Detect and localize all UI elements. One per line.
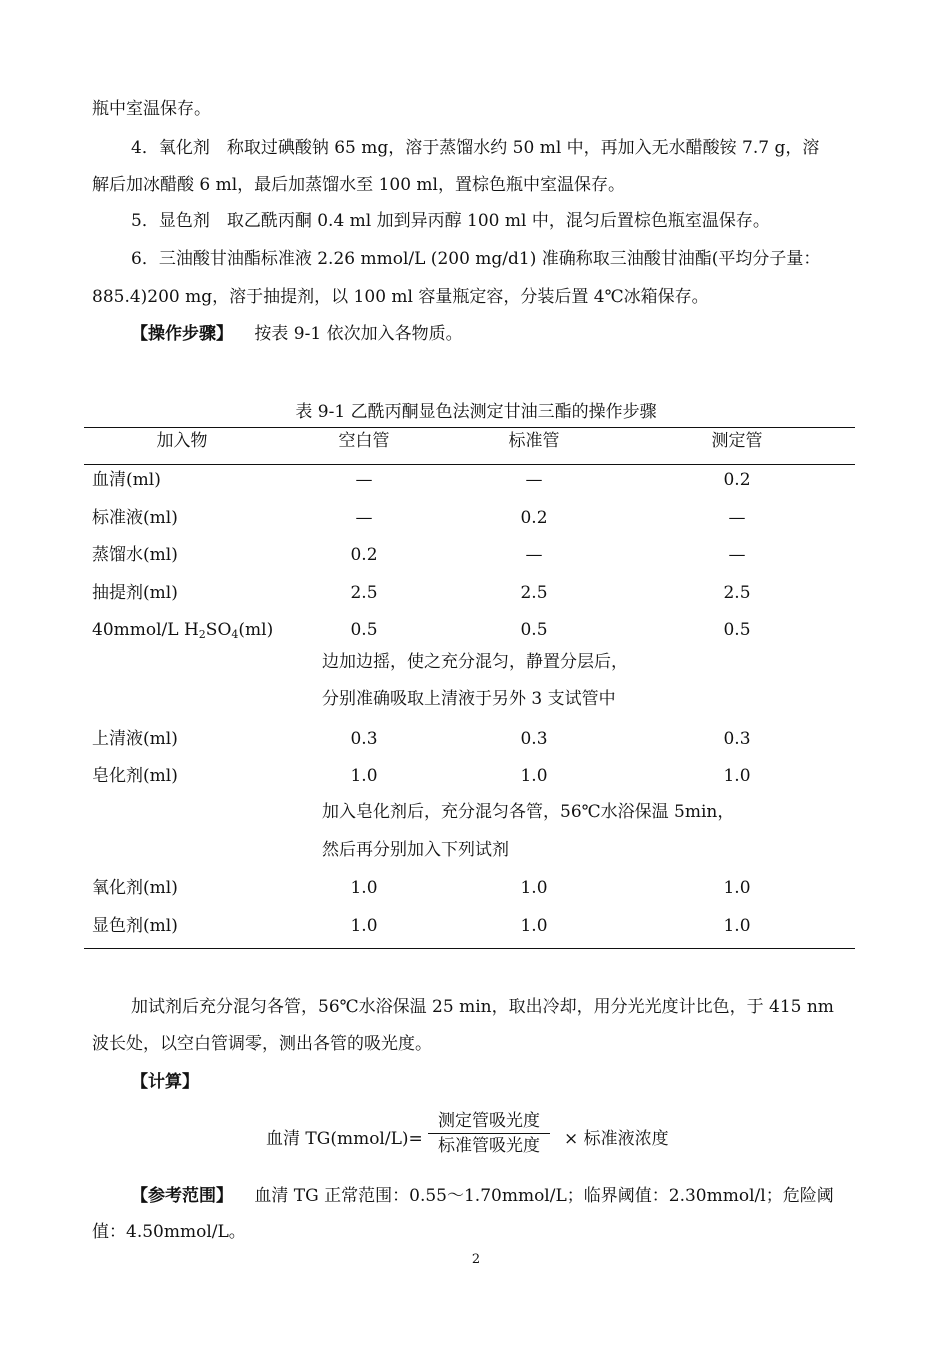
table-cell: — bbox=[728, 508, 746, 528]
table-cell: 上清液(ml) bbox=[92, 729, 178, 749]
table-cell: 1.0 bbox=[723, 916, 751, 936]
paragraph-line: 解后加冰醋酸 6 ml，最后加蒸馏水至 100 ml，置棕色瓶中室温保存。 bbox=[92, 175, 625, 195]
table-top-rule bbox=[84, 427, 855, 428]
acid-label-unit: (ml) bbox=[238, 620, 274, 640]
table-cell: — bbox=[728, 545, 746, 565]
acid-label-mid: SO bbox=[205, 620, 232, 640]
table-cell: 2.5 bbox=[520, 583, 548, 603]
table-cell: 2.5 bbox=[723, 583, 751, 603]
table-cell: 1.0 bbox=[350, 766, 378, 786]
table-cell: — bbox=[525, 545, 543, 565]
table-cell: 抽提剂(ml) bbox=[92, 583, 178, 603]
formula-tail: × 标准液浓度 bbox=[564, 1129, 669, 1149]
table-header-cell: 空白管 bbox=[338, 431, 390, 451]
table-cell: 皂化剂(ml) bbox=[92, 766, 178, 786]
table-cell: 2.5 bbox=[350, 583, 378, 603]
subscript-4: 4 bbox=[231, 628, 239, 641]
table-cell: 0.3 bbox=[723, 729, 751, 749]
page-number: 2 bbox=[471, 1252, 481, 1267]
table-header-cell: 标准管 bbox=[508, 431, 560, 451]
table-cell: 1.0 bbox=[350, 878, 378, 898]
table-cell: 0.2 bbox=[520, 508, 548, 528]
table-cell: 0.5 bbox=[350, 620, 378, 640]
paragraph-line: 瓶中室温保存。 bbox=[92, 99, 211, 119]
paragraph-line: 波长处，以空白管调零，测出各管的吸光度。 bbox=[92, 1034, 432, 1054]
table-cell: 1.0 bbox=[723, 766, 751, 786]
fraction-bar bbox=[428, 1133, 550, 1134]
paragraph-line: 5．显色剂 取乙酰丙酮 0.4 ml 加到异丙醇 100 ml 中，混匀后置棕色瓶室温保存。 bbox=[131, 211, 770, 231]
table-bottom-rule bbox=[84, 948, 855, 949]
table-cell: 0.5 bbox=[520, 620, 548, 640]
acid-label-prefix: 40mmol/L H bbox=[92, 620, 199, 640]
steps-paragraph bbox=[131, 323, 463, 345]
table-cell: 0.2 bbox=[350, 545, 378, 565]
formula-fraction bbox=[428, 1110, 550, 1157]
table-cell: 显色剂(ml) bbox=[92, 916, 178, 936]
table-header-cell: 测定管 bbox=[711, 431, 763, 451]
table-cell: — bbox=[355, 508, 373, 528]
table-cell: 氧化剂(ml) bbox=[92, 878, 178, 898]
table-cell: 0.5 bbox=[723, 620, 751, 640]
reference-paragraph bbox=[131, 1185, 834, 1207]
table-cell: 标准液(ml) bbox=[92, 508, 178, 528]
table-header-cell: 加入物 bbox=[156, 431, 208, 451]
table-cell bbox=[92, 619, 273, 641]
reference-text: 血清 TG 正常范围：0.55～1.70mmol/L；临界阈值：2.30mmol/l；危险阈 bbox=[254, 1186, 834, 1206]
table-note: 然后再分别加入下列试剂 bbox=[322, 840, 509, 860]
reference-heading: 【参考范围】 bbox=[131, 1186, 233, 1206]
table-cell: 0.3 bbox=[520, 729, 548, 749]
steps-text: 按表 9-1 依次加入各物质。 bbox=[254, 324, 463, 344]
formula-label: 血清 TG(mmol/L)= bbox=[266, 1129, 423, 1149]
table-cell: 0.3 bbox=[350, 729, 378, 749]
table-cell: 0.2 bbox=[723, 470, 751, 490]
table-caption: 表 9-1 乙酰丙酮显色法测定甘油三酯的操作步骤 bbox=[295, 402, 657, 422]
table-cell: — bbox=[355, 470, 373, 490]
paragraph-line: 885.4)200 mg，溶于抽提剂，以 100 ml 容量瓶定容，分装后置 4℃冰箱保存。 bbox=[92, 287, 709, 307]
formula-denominator: 标准管吸光度 bbox=[438, 1136, 540, 1156]
subscript-2: 2 bbox=[198, 628, 206, 641]
table-cell: 1.0 bbox=[520, 878, 548, 898]
formula-numerator: 测定管吸光度 bbox=[438, 1111, 540, 1131]
table-cell: 血清(ml) bbox=[92, 470, 161, 490]
paragraph-line: 值：4.50mmol/L。 bbox=[92, 1222, 246, 1242]
table-header-rule bbox=[84, 464, 855, 465]
calc-heading: 【计算】 bbox=[131, 1072, 199, 1092]
paragraph-line: 6．三油酸甘油酯标准液 2.26 mmol/L (200 mg/d1) 准确称取三油酸甘油酯(平均分子量： bbox=[131, 249, 821, 269]
table-cell: — bbox=[525, 470, 543, 490]
table-cell: 1.0 bbox=[520, 916, 548, 936]
table-note: 加入皂化剂后，充分混匀各管，56℃水浴保温 5min， bbox=[322, 802, 735, 822]
table-note: 分别准确吸取上清液于另外 3 支试管中 bbox=[322, 689, 616, 709]
paragraph-line: 加试剂后充分混匀各管，56℃水浴保温 25 min，取出冷却，用分光光度计比色，于 415 nm bbox=[131, 997, 834, 1017]
table-cell: 蒸馏水(ml) bbox=[92, 545, 178, 565]
steps-heading: 【操作步骤】 bbox=[131, 324, 233, 344]
table-cell: 1.0 bbox=[723, 878, 751, 898]
table-cell: 1.0 bbox=[520, 766, 548, 786]
table-note: 边加边摇，使之充分混匀，静置分层后， bbox=[322, 652, 628, 672]
table-cell: 1.0 bbox=[350, 916, 378, 936]
paragraph-line: 4．氧化剂 称取过碘酸钠 65 mg，溶于蒸馏水约 50 ml 中，再加入无水醋酸铵 7.7 g，溶 bbox=[131, 138, 820, 158]
